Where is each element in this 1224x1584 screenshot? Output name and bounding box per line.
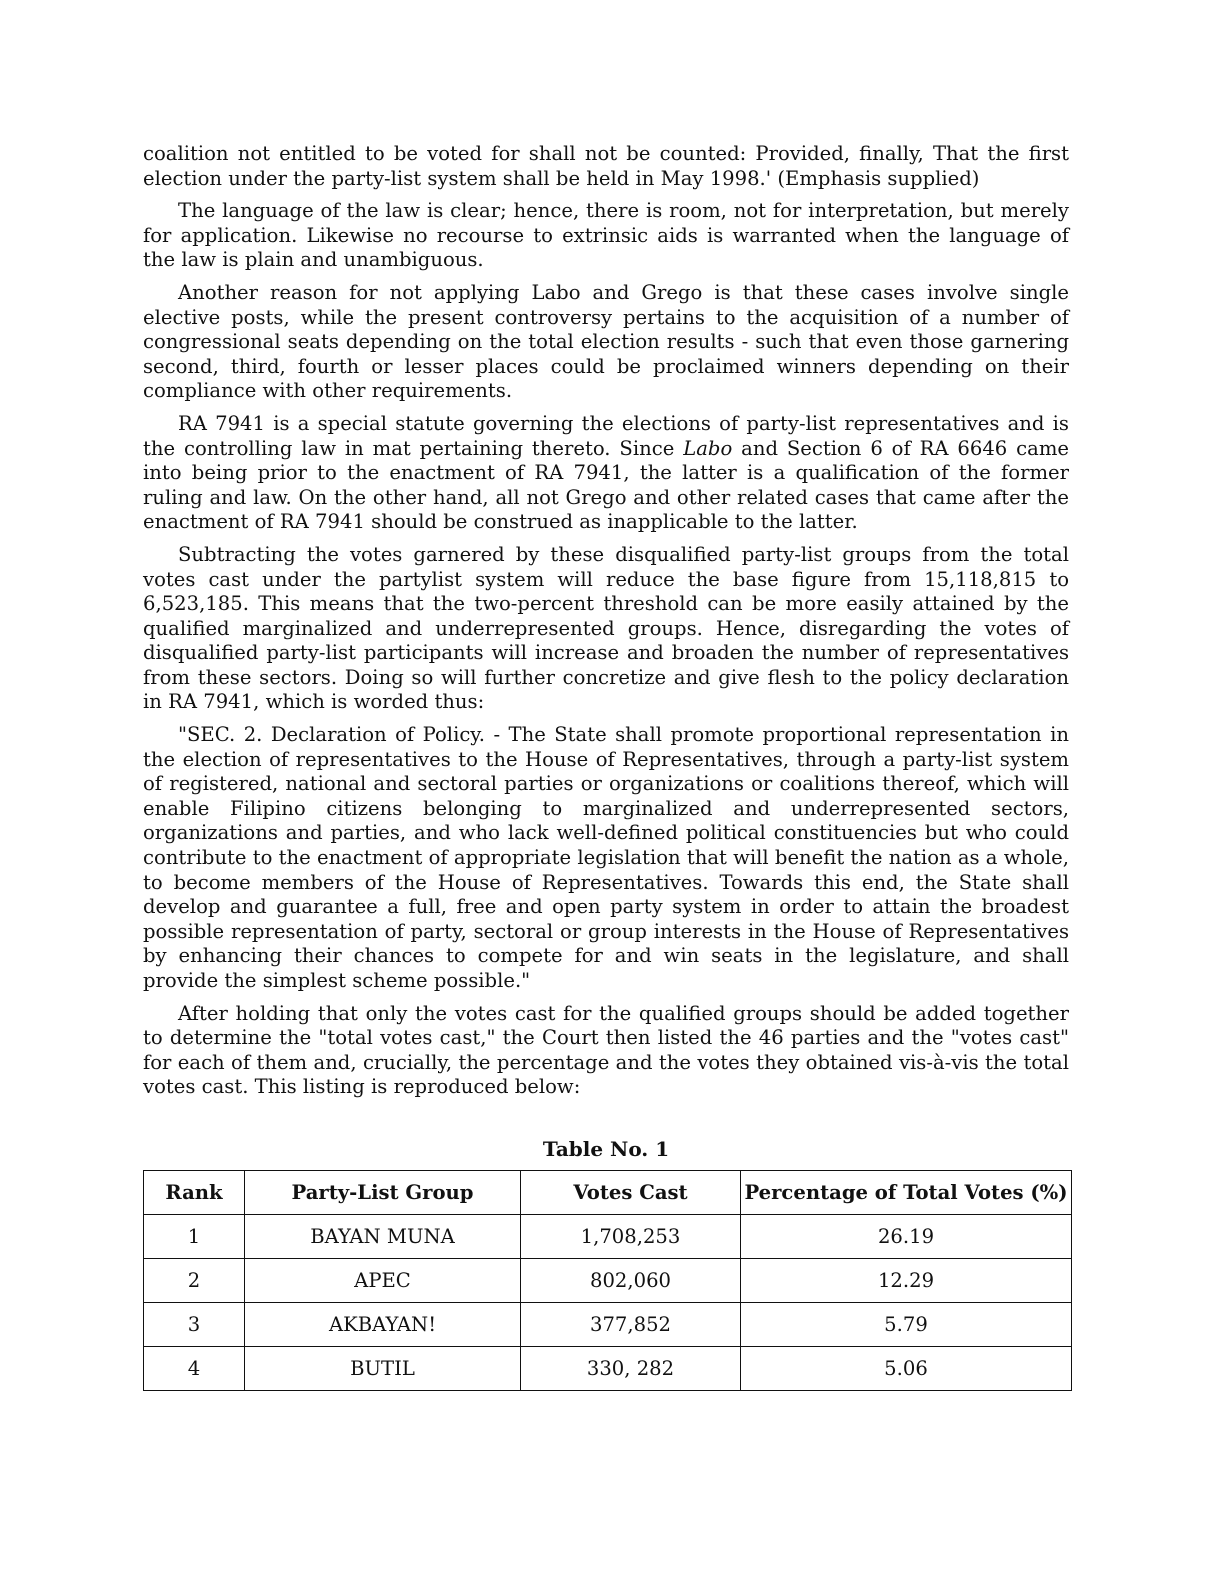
paragraph-4 <box>143 412 1069 535</box>
paragraph-4-start: RA 7941 is a special statute governing the elections of party-list representatives and is the controlling law in mat pertaining thereto. Since <box>143 411 1069 460</box>
header-percentage: Percentage of Total Votes (%) <box>741 1170 1072 1214</box>
paragraph-1: coalition not entitled to be voted for shall not be counted: Provided, finally, That the first election under the party-list system shall be held in May 1998.' (Emphasis supplied) <box>143 142 1069 190</box>
cell-percent: 26.19 <box>741 1214 1072 1258</box>
cell-group: APEC <box>245 1258 521 1302</box>
cell-group: AKBAYAN! <box>245 1302 521 1346</box>
cell-rank: 4 <box>144 1346 245 1390</box>
cell-rank: 2 <box>144 1258 245 1302</box>
paragraph-7: After holding that only the votes cast for the qualified groups should be added together to determine the "total votes cast," the Court then listed the 46 parties and the "votes cast" for each of them and, crucially, the percentage and the votes they obtained vis-à-vis the total votes cast. This listing is reproduced below: <box>143 1001 1069 1099</box>
table-row <box>144 1302 1072 1346</box>
paragraph-5: Subtracting the votes garnered by these disqualified party-list groups from the total votes cast under the partylist system will reduce the base figure from 15,118,815 to 6,523,185. This means that the two-percent threshold can be more easily attained by the qualified marginalized and underrepresented groups. Hence, disregarding the votes of disqualified party-list participants will increase and broaden the number of representatives from these sectors. Doing so will further concretize and give flesh to the policy declaration in RA 7941, which is worded thus: <box>143 542 1069 714</box>
paragraph-4-end: and Section 6 of RA 6646 came into being prior to the enactment of RA 7941, the latter is a qualification of the former ruling and law. On the other hand, all not Grego and other related cases that came after the enactment of RA 7941 should be construed as inapplicable to the latter. <box>143 436 1069 534</box>
cell-percent: 12.29 <box>741 1258 1072 1302</box>
cell-rank: 1 <box>144 1214 245 1258</box>
header-votes-cast: Votes Cast <box>521 1170 741 1214</box>
cell-votes: 1,708,253 <box>521 1214 741 1258</box>
cell-votes: 802,060 <box>521 1258 741 1302</box>
paragraph-6-quote: "SEC. 2. Declaration of Policy. - The State shall promote proportional representation in the election of representatives to the House of Representatives, through a party-list system of registered, national and sectoral parties or organizations or coalitions thereof, which will enable Filipino citizens belonging to marginalized and underrepresented sectors, organizations and parties, and who lack well-defined political constituencies but who could contribute to the enactment of appropriate legislation that will benefit the nation as a whole, to become members of the House of Representatives. Towards this end, the State shall develop and guarantee a full, free and open party system in order to attain the broadest possible representation of party, sectoral or group interests in the House of Representatives by enhancing their chances to compete for and win seats in the legislature, and shall provide the simplest scheme possible." <box>143 723 1069 992</box>
paragraph-3: Another reason for not applying Labo and Grego is that these cases involve single elective posts, while the present controversy pertains to the acquisition of a number of congressional seats depending on the total election results - such that even those garnering second, third, fourth or lesser places could be proclaimed winners depending on their compliance with other requirements. <box>143 280 1069 403</box>
header-rank: Rank <box>144 1170 245 1214</box>
paragraph-4-italic: Labo <box>683 436 733 460</box>
cell-group: BAYAN MUNA <box>245 1214 521 1258</box>
paragraph-2: The language of the law is clear; hence, there is room, not for interpretation, but merely for application. Likewise no recourse to extrinsic aids is warranted when the language of the law is plain and unambiguous. <box>143 199 1069 272</box>
results-table <box>143 1170 1072 1391</box>
cell-percent: 5.79 <box>741 1302 1072 1346</box>
document-page <box>143 142 1069 1391</box>
cell-rank: 3 <box>144 1302 245 1346</box>
table-row <box>144 1214 1072 1258</box>
cell-votes: 330, 282 <box>521 1346 741 1390</box>
header-party-list-group: Party-List Group <box>245 1170 521 1214</box>
table-caption: Table No. 1 <box>542 1136 670 1161</box>
cell-votes: 377,852 <box>521 1302 741 1346</box>
table-row <box>144 1346 1072 1390</box>
table-row <box>144 1258 1072 1302</box>
cell-group: BUTIL <box>245 1346 521 1390</box>
cell-percent: 5.06 <box>741 1346 1072 1390</box>
table-header-row <box>144 1170 1072 1214</box>
